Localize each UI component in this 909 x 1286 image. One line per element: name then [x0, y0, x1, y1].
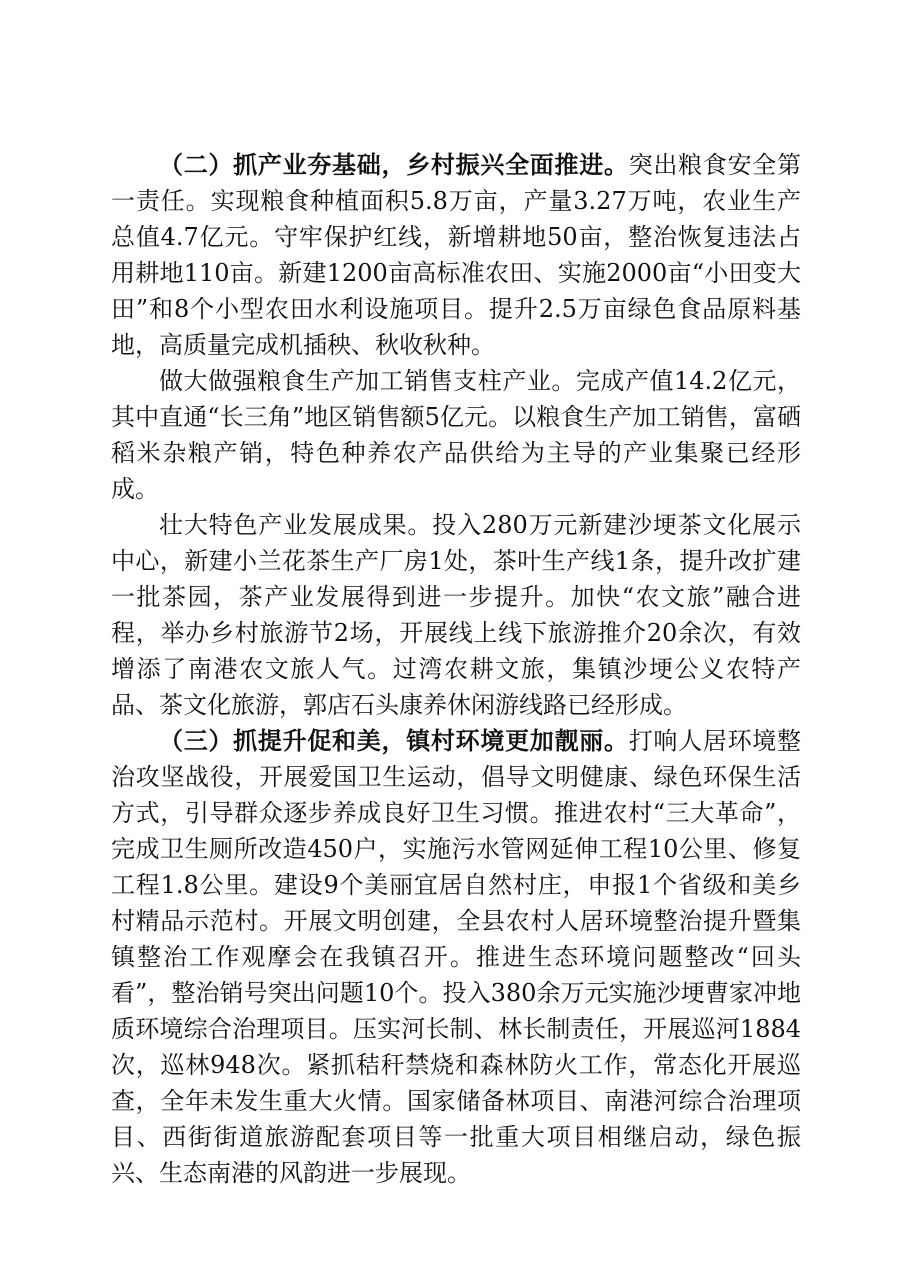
paragraph-environment — [111, 723, 801, 1191]
paragraph-industry — [111, 147, 801, 363]
paragraph-text: 做大做强粮食生产加工销售支柱产业。完成产值14.2亿元，其中直通“长三角”地区销售额5亿元。以粮食生产加工销售，富硒稻米杂粮产销，特色种养农产品供给为主导的产业集聚已经形成。 — [111, 367, 801, 503]
section-heading-environment: （三）抓提升促和美，镇村环境更加靓丽。 — [159, 726, 629, 755]
paragraph-text: 突出粮食安全第一责任。实现粮食种植面积5.8万亩，产量3.27万吨，农业生产总值4.7亿元。守牢保护红线，新增耕地50亩，整治恢复违法占用耕地110亩。新建1200亩高标准农田、实施2000亩“小田变大田”和8个小型农田水利设施项目。提升2.5万亩绿色食品原料基地，高质量完成机插秧、秋收秋种。 — [111, 151, 802, 359]
section-heading-industry: （二）抓产业夯基础，乡村振兴全面推进。 — [159, 150, 629, 179]
document-body — [111, 147, 801, 1191]
paragraph-grain-processing — [111, 363, 801, 507]
paragraph-text: 打响人居环境整治攻坚战役，开展爱国卫生运动，倡导文明健康、绿色环保生活方式，引导群众逐步养成良好卫生习惯。推进农村“三大革命”，完成卫生厕所改造450户，实施污水管网延伸工程10公里、修复工程1.8公里。建设9个美丽宜居自然村庄，申报1个省级和美乡村精品示范村。开展文明创建，全县农村人居环境整治提升暨集镇整治工作观摩会在我镇召开。推进生态环境问题整改“回头看”，整治销号突出问题10个。投入380余万元实施沙埂曹家冲地质环境综合治理项目。压实河长制、林长制责任，开展巡河1884次，巡林948次。紧抓秸秆禁烧和森林防火工作，常态化开展巡查，全年未发生重大火情。国家储备林项目、南港河综合治理项目、西街街道旅游配套项目等一批重大项目相继启动，绿色振兴、生态南港的风韵进一步展现。 — [111, 727, 802, 1187]
paragraph-text: 壮大特色产业发展成果。投入280万元新建沙埂茶文化展示中心，新建小兰花茶生产厂房1处，茶叶生产线1条，提升改扩建一批茶园，茶产业发展得到进一步提升。加快“农文旅”融合进程，举办乡村旅游节2场，开展线上线下旅游推介20余次，有效增添了南港农文旅人气。过湾农耕文旅，集镇沙埂公义农特产品、茶文化旅游，郭店石头康养休闲游线路已经形成。 — [111, 511, 801, 719]
paragraph-specialty-industry — [111, 507, 801, 723]
